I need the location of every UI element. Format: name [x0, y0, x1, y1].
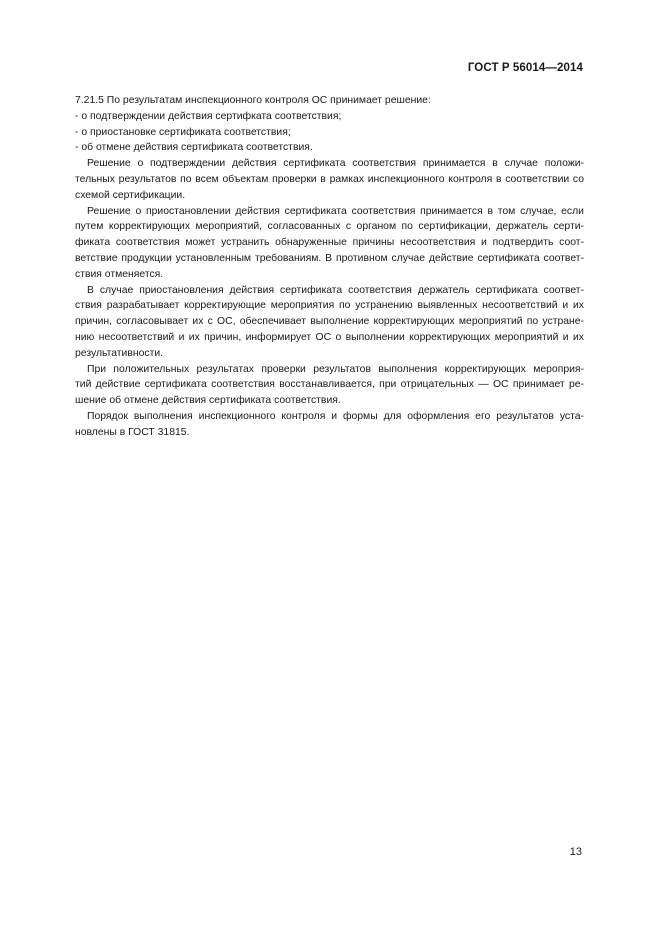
text-line: 7.21.5 По результатам инспекционного контроля ОС принимает решение:	[75, 95, 431, 106]
page-number: 13	[569, 846, 582, 858]
text-line: тельных результатов по всем объектам проверки в рамках инспекционного контроля в соответствии со	[75, 173, 584, 185]
paragraph	[75, 109, 584, 125]
text-line: В случае приостановления действия сертификата соответствия держатель сертификата соответ-	[87, 284, 584, 296]
text-line: ствия отменяется.	[75, 268, 164, 280]
text-line: Решение о подтверждении действия сертификата соответствия принимается в случае положи-	[87, 158, 584, 170]
text-line: - об отмене действия сертификата соответствия.	[75, 142, 313, 154]
text-line: фиката соответствия может устранить обнаруженные причины несоответствия и подтвердить соот-	[75, 237, 584, 249]
document-header: ГОСТ Р 56014—2014	[467, 62, 583, 74]
paragraph	[75, 125, 584, 141]
text-line: Порядок выполнения инспекционного контроля и формы для оформления его результатов уста-	[87, 410, 584, 422]
text-line: тий действие сертификата соответствия восстанавливается, при отрицательных — ОС принимает ре-	[75, 379, 584, 391]
text-line: нию несоответствий и их причин, информирует ОС о выполнении корректирующих мероприятий и их	[75, 331, 584, 343]
paragraph	[75, 204, 584, 283]
document-body	[75, 93, 584, 441]
paragraph	[75, 156, 584, 203]
paragraph	[75, 409, 584, 441]
text-line: ветствие продукции установленным требованиям. В противном случае действие сертификата соответ-	[75, 252, 584, 264]
text-line: результативности.	[75, 347, 164, 359]
paragraph	[75, 140, 584, 156]
text-line: - о подтверждении действия сертифката соответствия;	[75, 110, 342, 122]
text-line: новлены в ГОСТ 31815.	[75, 426, 190, 438]
text-line: причин, согласовывает их с ОС, обеспечивает выполнение корректирующих мероприятий по устране-	[75, 316, 584, 328]
text-line: ствия разрабатывает корректирующие мероприятия по устранению выявленных несоответствий и их	[75, 300, 584, 312]
text-line: Решение о приостановлении действия сертификата соответствия принимается в том случае, если	[87, 205, 584, 217]
text-line: При положительных результатах проверки результатов выполнения корректирующих мероприя-	[87, 363, 584, 375]
paragraph	[75, 93, 584, 109]
text-line: схемой сертификации.	[75, 189, 186, 201]
text-line: путем корректирующих мероприятий, согласованных с органом по сертификации, держатель серти-	[75, 221, 584, 233]
paragraph	[75, 362, 584, 409]
paragraph	[75, 283, 584, 362]
text-line: - о приостановке сертификата соответствия;	[75, 126, 291, 138]
text-line: шение об отмене действия сертификата соответствия.	[75, 395, 341, 407]
